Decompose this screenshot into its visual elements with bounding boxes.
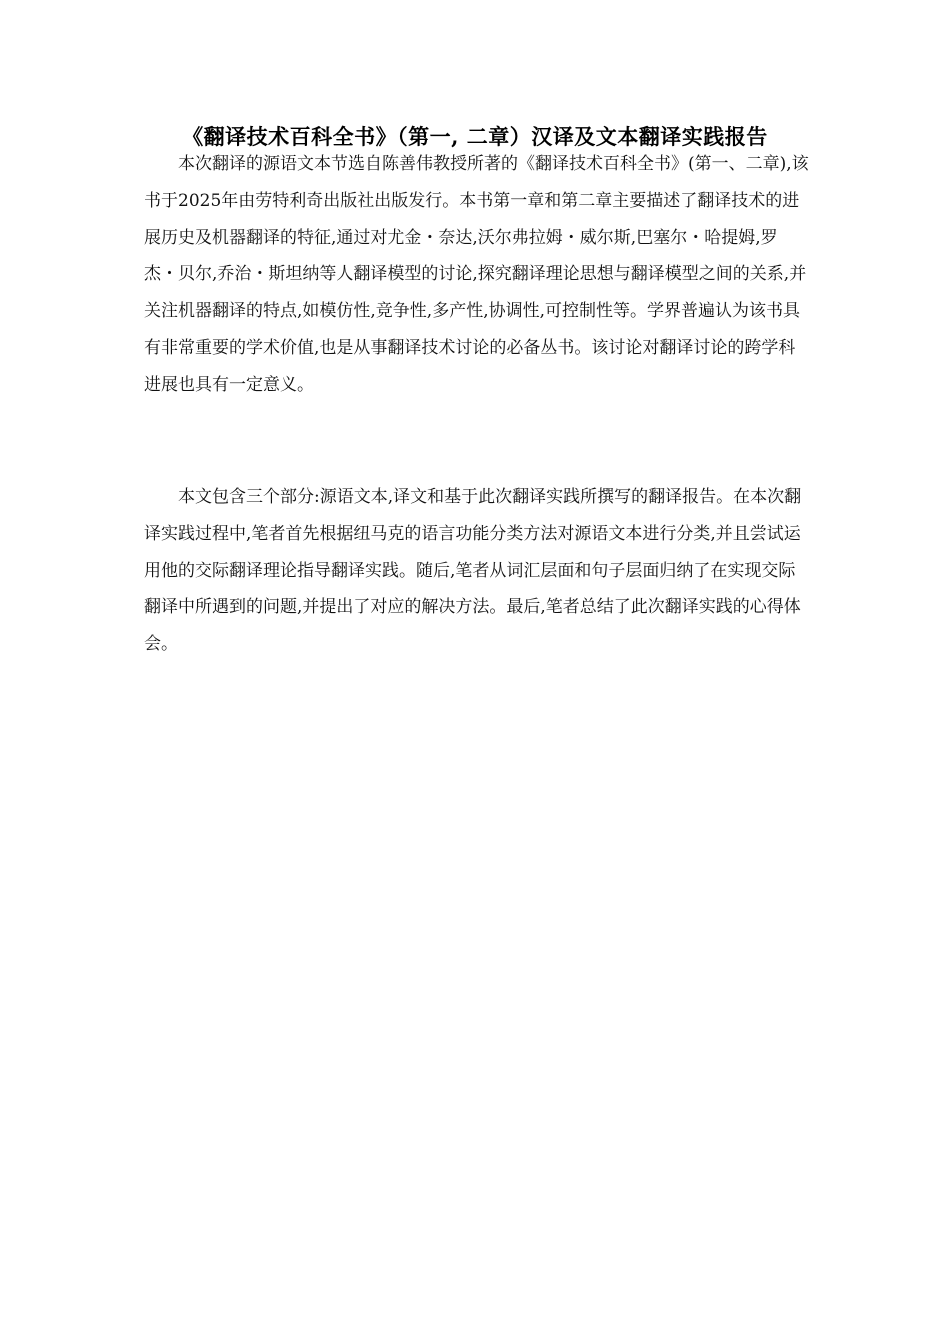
paragraph-1: 本次翻译的源语文本节选自陈善伟教授所著的《翻译技术百科全书》(第一、二章),该书于2025年由劳特利奇出版社出版发行。本书第一章和第二章主要描述了翻译技术的进展历史及机器翻译的特征,通过对尤金・奈达,沃尔弗拉姆・威尔斯,巴塞尔・哈提姆,罗杰・贝尔,乔治・斯坦纳等人翻译模型的讨论,探究翻译理论思想与翻译模型之间的关系,并关注机器翻译的特点,如模仿性,竞争性,多产性,协调性,可控制性等。学界普遍认为该书具有非常重要的学术价值,也是从事翻译技术讨论的必备丛书。该讨论对翻译讨论的跨学科进展也具有一定意义。 — [144, 154, 809, 395]
paragraph-2: 本文包含三个部分:源语文本,译文和基于此次翻译实践所撰写的翻译报告。在本次翻译实践过程中,笔者首先根据纽马克的语言功能分类方法对源语文本进行分类,并且尝试运用他的交际翻译理论指导翻译实践。随后,笔者从词汇层面和句子层面归纳了在实现交际翻译中所遇到的问题,并提出了对应的解决方法。最后,笔者总结了此次翻译实践的心得体会。 — [144, 487, 802, 655]
document-title: 《翻译技术百科全书》（第一, 二章）汉译及文本翻译实践报告 — [182, 124, 768, 149]
